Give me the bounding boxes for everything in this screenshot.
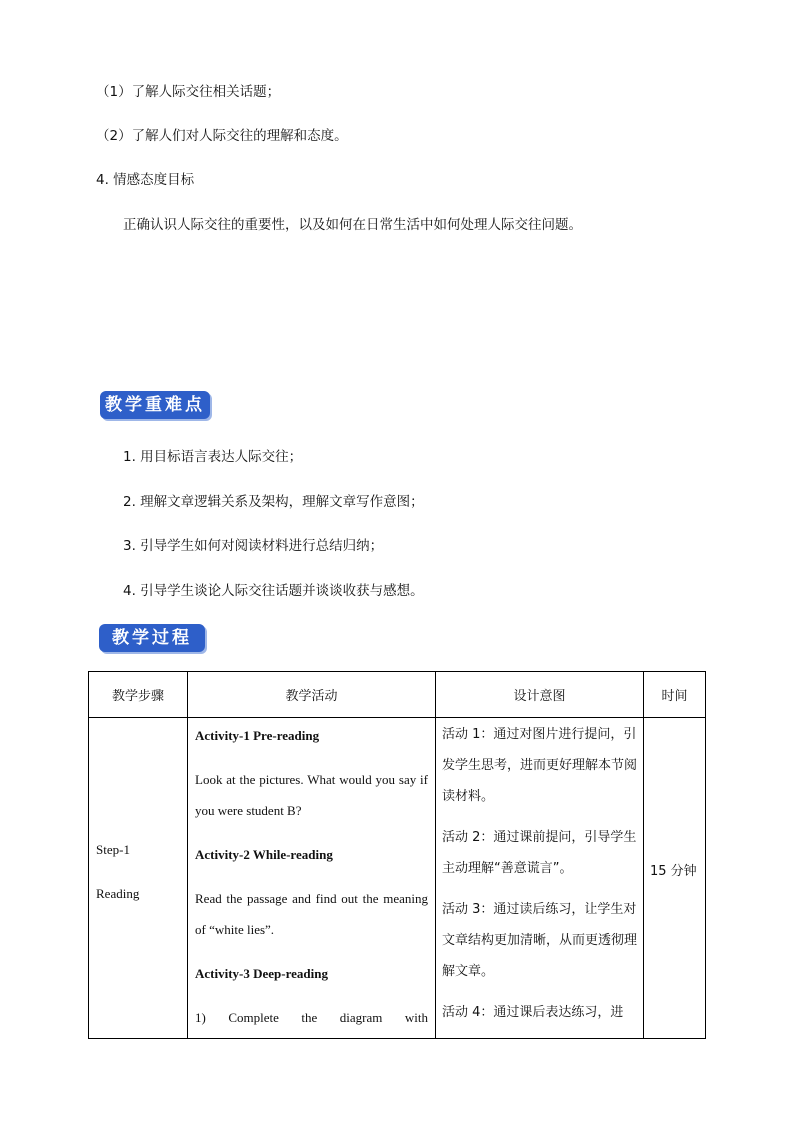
activity-2 <box>195 839 428 945</box>
activity-3-title: Activity-3 Deep-reading <box>195 966 328 981</box>
step-name: Step-1 <box>96 842 130 857</box>
key-point-item-1: 1. 用目标语言表达人际交往； <box>123 449 303 465</box>
header-step: 教学步骤 <box>89 672 188 718</box>
intent-2: 活动 2：通过课前提问，引导学生主动理解“善意谎言”。 <box>442 830 637 876</box>
key-point-item-2: 2. 理解文章逻辑关系及架构，理解文章写作意图； <box>123 494 424 510</box>
time-value: 15 分钟 <box>650 864 697 879</box>
intent-cell <box>436 718 644 1039</box>
activity-1-title: Activity-1 Pre-reading <box>195 728 320 743</box>
table-header-row <box>89 672 706 718</box>
activity-2-title: Activity-2 While-reading <box>195 847 333 862</box>
process-table <box>88 671 706 1039</box>
activity-cell <box>188 718 436 1039</box>
key-point-item-4: 4. 引导学生谈论人际交往话题并谈谈收获与感想。 <box>123 583 424 599</box>
intent-4: 活动 4：通过课后表达练习，进 <box>442 1005 624 1020</box>
activity-3 <box>195 958 428 1033</box>
objective-item-2: （2）了解人们对人际交往的理解和态度。 <box>96 128 348 144</box>
activity-1-text: Look at the pictures. What would you say if you were student B? <box>195 772 428 818</box>
process-badge: 教学过程 <box>99 624 205 652</box>
activity-3-text: 1) Complete the diagram with <box>195 1010 428 1025</box>
key-points-badge: 教学重难点 <box>100 391 210 419</box>
activity-2-text: Read the passage and find out the meaning of “white lies”. <box>195 891 428 937</box>
table-row <box>89 718 706 1039</box>
emotion-heading: 4. 情感态度目标 <box>96 172 195 188</box>
activity-1 <box>195 720 428 826</box>
intent-1: 活动 1：通过对图片进行提问，引发学生思考，进而更好理解本节阅读材料。 <box>442 727 638 804</box>
intent-3: 活动 3：通过读后练习，让学生对文章结构更加清晰，从而更透彻理解文章。 <box>442 902 638 979</box>
emotion-text: 正确认识人际交往的重要性，以及如何在日常生活中如何处理人际交往问题。 <box>123 217 582 233</box>
header-time: 时间 <box>644 672 706 718</box>
key-point-item-3: 3. 引导学生如何对阅读材料进行总结归纳； <box>123 538 384 554</box>
time-cell <box>644 718 706 1039</box>
header-intent: 设计意图 <box>436 672 644 718</box>
step-label: Reading <box>96 886 140 901</box>
header-activity: 教学活动 <box>188 672 436 718</box>
objective-item-1: （1）了解人际交往相关话题； <box>96 84 281 100</box>
step-cell <box>89 718 188 1039</box>
